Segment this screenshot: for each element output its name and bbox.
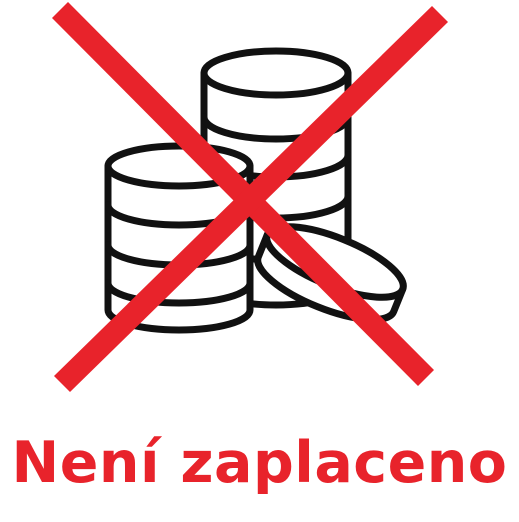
not-paid-label: Není zaplaceno [11,430,508,496]
right-stack-top [204,51,348,95]
